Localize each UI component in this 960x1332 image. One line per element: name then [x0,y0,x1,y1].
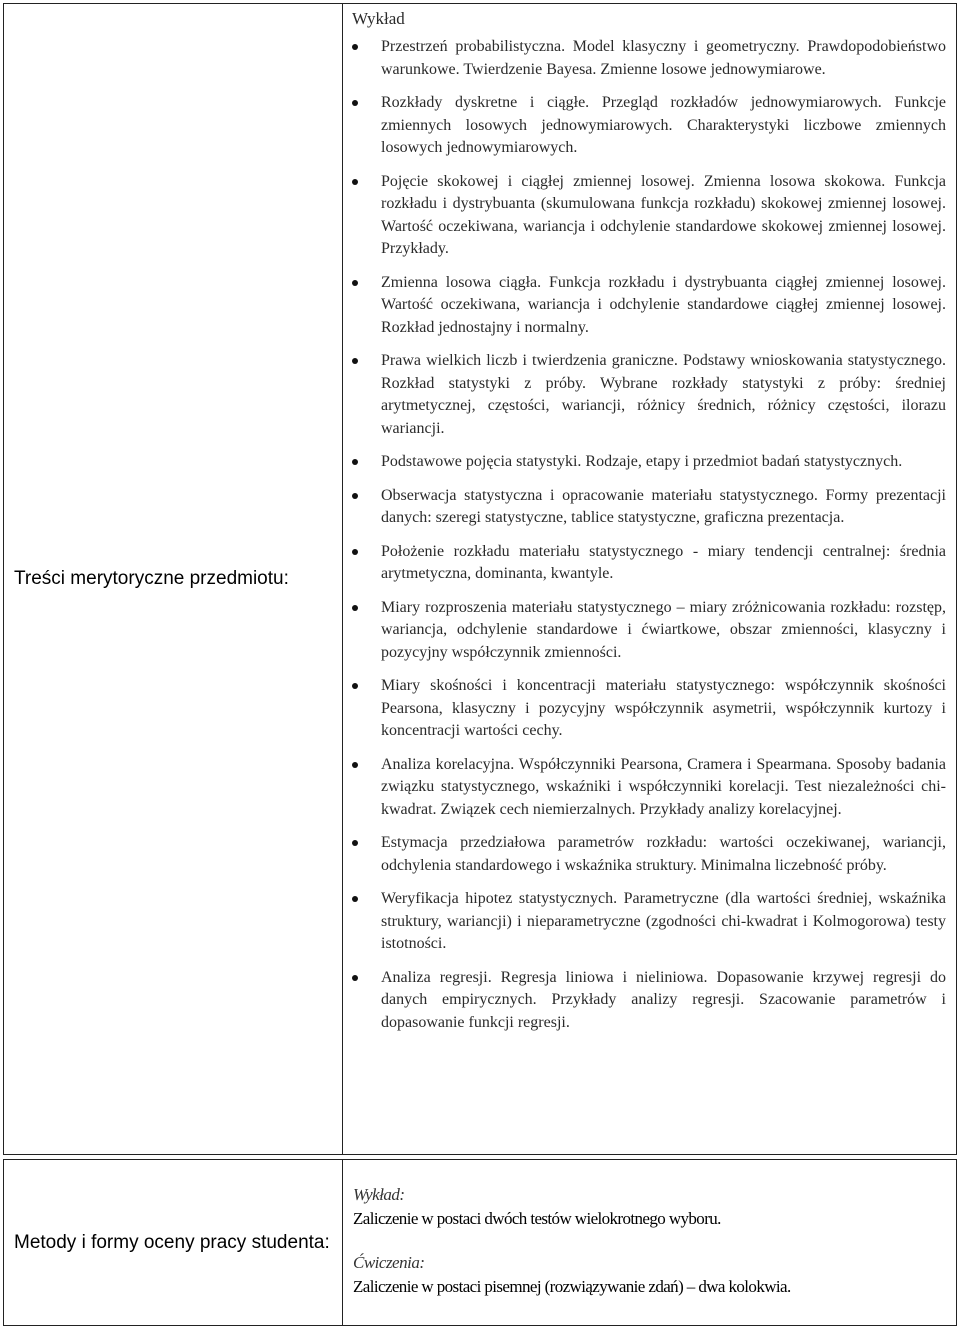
lecture-caption: Wykład: [353,1185,405,1204]
methods-row [4,1160,957,1326]
list-item: Przestrzeń probabilistyczna. Model klasyczny i geometryczny. Prawdopodobieństwo warunkowe. Twierdzenie Bayesa. Zmienne losowe jednowymiarowe. [381,36,946,81]
section-title-lecture: Wykład [352,9,405,28]
content-cell [343,4,957,1155]
list-item: Podstawowe pojęcia statystyki. Rodzaje, etapy i przedmiot badań statystycznych. [381,451,946,474]
topics-list [343,36,956,1034]
list-item: Rozkłady dyskretne i ciągłe. Przegląd rozkładów jednowymiarowych. Funkcje zmiennych losowych jednowymiarowych. Charakterystyki liczbowe zmiennych losowych jednowymiarowych. [381,92,946,160]
methods-label: Metody i formy oceny pracy studenta: [4,1160,343,1326]
list-item: Obserwacja statystyczna i opracowanie materiału statystycznego. Formy prezentacji danych: szeregi statystyczne, tablice statystyczne, graficzna prezentacja. [381,485,946,530]
methods-cell [343,1160,957,1326]
list-item: Prawa wielkich liczb i twierdzenia graniczne. Podstawy wnioskowania statystycznego. Rozkład statystyki z próby. Wybrane rozkłady statystyki z próby: średniej arytmetycznej, częstości, wariancji, różnicy średnich, różnicy częstości, ilorazu wariancji. [381,350,946,440]
exercises-caption: Ćwiczenia: [353,1253,425,1272]
syllabus-table [3,3,957,1326]
list-item: Miary rozproszenia materiału statystycznego – miary zróżnicowania rozkładu: rozstęp, wariancja, odchylenie standardowe i ćwiartkowe, obszar zmienności, klasyczny i pozycyjny współczynnik zmienności. [381,597,946,665]
list-item: Położenie rozkładu materiału statystycznego - miary tendencji centralnej: średnia arytmetyczna, dominanta, kwantyle. [381,541,946,586]
list-item: Analiza korelacyjna. Współczynniki Pearsona, Cramera i Spearmana. Sposoby badania związku statystycznego, wskaźniki i współczynniki korelacji. Test niezależności chi-kwadrat. Związek cech niemierzalnych. Przykłady analizy korelacyjnej. [381,754,946,822]
list-item: Estymacja przedziałowa parametrów rozkładu: wartości oczekiwanej, wariancji, odchylenia standardowego i wskaźnika struktury. Minimalna liczebność próby. [381,832,946,877]
list-item: Weryfikacja hipotez statystycznych. Parametryczne (dla wartości średniej, wskaźnika struktury, wariancji) i nieparametryczne (zgodności chi-kwadrat i Kolmogorowa) testy istotności. [381,888,946,956]
content-row [4,4,957,1155]
methods-content [343,1160,956,1298]
list-item: Zmienna losowa ciągła. Funkcja rozkładu i dystrybuanta ciągłej zmiennej losowej. Wartość oczekiwana, wariancja i odchylenie standardowe ciągłej zmiennej losowej. Rozkład jednostajny i normalny. [381,272,946,340]
list-item: Miary skośności i koncentracji materiału statystycznego: współczynnik skośności Pearsona, klasyczny i pozycyjny współczynnik asymetrii, współczynnik kurtozy i koncentracji wartości cechy. [381,675,946,743]
list-item: Pojęcie skokowej i ciągłej zmiennej losowej. Zmienna losowa skokowa. Funkcja rozkładu i dystrybuanta (skumulowana funkcja rozkładu) skokowej zmiennej losowej. Wartość oczekiwana, wariancja i odchylenie standardowe skokowej zmiennej losowej. Przykłady. [381,171,946,261]
lecture-assessment: Zaliczenie w postaci dwóch testów wielokrotnego wyboru. [353,1209,721,1228]
content-label: Treści merytoryczne przedmiotu: [4,4,343,1155]
exercises-assessment: Zaliczenie w postaci pisemnej (rozwiązywanie zdań) – dwa kolokwia. [353,1277,791,1296]
list-item: Analiza regresji. Regresja liniowa i nieliniowa. Dopasowanie krzywej regresji do danych empirycznych. Przykłady analizy regresji. Szacowanie parametrów i dopasowanie funkcji regresji. [381,967,946,1035]
